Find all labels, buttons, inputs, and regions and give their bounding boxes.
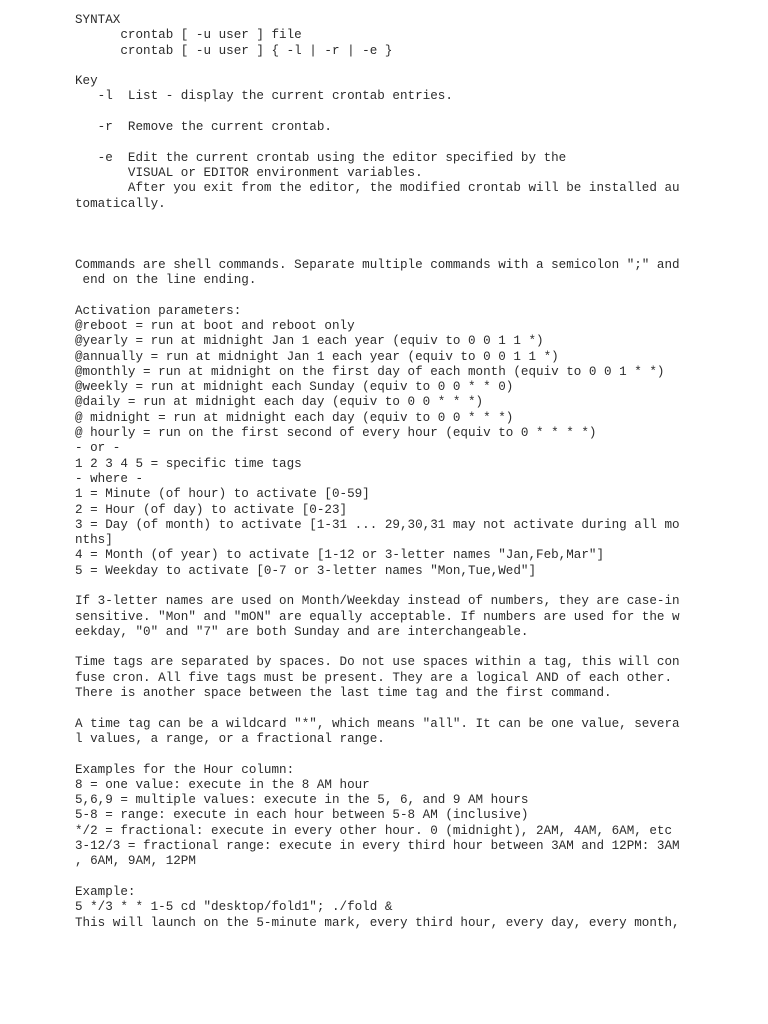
document-line: Activation parameters: bbox=[75, 303, 242, 318]
document-line bbox=[75, 288, 695, 303]
document-line: Key bbox=[75, 74, 98, 89]
document-line: Examples for the Hour column: bbox=[75, 762, 295, 777]
document-line: @ hourly = run on the first second of every hour (equiv to 0 * * * *) bbox=[75, 426, 597, 441]
document-line bbox=[75, 212, 695, 227]
document-body bbox=[75, 13, 695, 931]
document-line: -r Remove the current crontab. bbox=[75, 120, 332, 135]
document-line: Example: bbox=[75, 884, 136, 899]
document-line bbox=[75, 747, 695, 762]
document-line: 5-8 = range: execute in each hour between 5-8 AM (inclusive) bbox=[75, 808, 529, 823]
document-line: 1 2 3 4 5 = specific time tags bbox=[75, 456, 302, 471]
document-line: 4 = Month (of year) to activate [1-12 or 3-letter names "Jan,Feb,Mar"] bbox=[75, 548, 605, 563]
document-line: @ midnight = run at midnight each day (equiv to 0 0 * * *) bbox=[75, 410, 514, 425]
document-line: 3-12/3 = fractional range: execute in every third hour between 3AM and 12PM: 3AM bbox=[75, 839, 680, 854]
document-line: This will launch on the 5-minute mark, every third hour, every day, every month, bbox=[75, 915, 680, 930]
document-line: - where - bbox=[75, 471, 144, 486]
document-line bbox=[75, 105, 695, 120]
document-line: -l List - display the current crontab entries. bbox=[75, 89, 453, 104]
document-line: eekday, "0" and "7" are both Sunday and are interchangeable. bbox=[75, 624, 529, 639]
document-line bbox=[75, 227, 695, 242]
document-line: SYNTAX bbox=[75, 13, 121, 27]
document-line: There is another space between the last time tag and the first command. bbox=[75, 686, 612, 701]
document-line: , 6AM, 9AM, 12PM bbox=[75, 854, 196, 869]
document-line: -e Edit the current crontab using the editor specified by the bbox=[75, 150, 567, 165]
document-line: @yearly = run at midnight Jan 1 each year (equiv to 0 0 1 1 *) bbox=[75, 334, 544, 349]
document-line: 1 = Minute (of hour) to activate [0-59] bbox=[75, 487, 370, 502]
document-line bbox=[75, 640, 695, 655]
document-line bbox=[75, 870, 695, 885]
document-line bbox=[75, 579, 695, 594]
document-line: sensitive. "Mon" and "mON" are equally acceptable. If numbers are used for the w bbox=[75, 609, 680, 624]
document-line: */2 = fractional: execute in every other hour. 0 (midnight), 2AM, 4AM, 6AM, etc bbox=[75, 823, 673, 838]
document-line: 5 */3 * * 1-5 cd "desktop/fold1"; ./fold & bbox=[75, 900, 393, 915]
document-line: VISUAL or EDITOR environment variables. bbox=[75, 165, 423, 180]
document-line bbox=[75, 59, 695, 74]
document-line: nths] bbox=[75, 533, 113, 548]
document-line: fuse cron. All five tags must be present. They are a logical AND of each other. bbox=[75, 670, 673, 685]
document-line: @monthly = run at midnight on the first day of each month (equiv to 0 0 1 * *) bbox=[75, 364, 665, 379]
document-line: After you exit from the editor, the modified crontab will be installed au bbox=[75, 181, 680, 196]
document-line: If 3-letter names are used on Month/Weekday instead of numbers, they are case-in bbox=[75, 594, 680, 609]
document-line: @annually = run at midnight Jan 1 each year (equiv to 0 0 1 1 *) bbox=[75, 349, 559, 364]
document-line: Time tags are separated by spaces. Do not use spaces within a tag, this will con bbox=[75, 655, 680, 670]
document-line: crontab [ -u user ] file bbox=[75, 28, 302, 43]
document-line: tomatically. bbox=[75, 196, 166, 211]
document-line: 5 = Weekday to activate [0-7 or 3-letter names "Mon,Tue,Wed"] bbox=[75, 563, 537, 578]
document-line: @reboot = run at boot and reboot only bbox=[75, 318, 355, 333]
document-line: A time tag can be a wildcard "*", which means "all". It can be one value, severa bbox=[75, 716, 680, 731]
document-line: Commands are shell commands. Separate multiple commands with a semicolon ";" and bbox=[75, 257, 680, 272]
document-line: 5,6,9 = multiple values: execute in the 5, 6, and 9 AM hours bbox=[75, 793, 529, 808]
document-line bbox=[75, 701, 695, 716]
document-line bbox=[75, 242, 695, 257]
document-line: 2 = Hour (of day) to activate [0-23] bbox=[75, 502, 348, 517]
document-line: 3 = Day (of month) to activate [1-31 ... 29,30,31 may not activate during all mo bbox=[75, 517, 680, 532]
document-line: @daily = run at midnight each day (equiv to 0 0 * * *) bbox=[75, 395, 484, 410]
document-line: 8 = one value: execute in the 8 AM hour bbox=[75, 777, 370, 792]
document-line bbox=[75, 135, 695, 150]
document-line: end on the line ending. bbox=[75, 273, 257, 288]
document-line: @weekly = run at midnight each Sunday (equiv to 0 0 * * 0) bbox=[75, 380, 514, 395]
document-line: crontab [ -u user ] { -l | -r | -e } bbox=[75, 43, 393, 58]
document-line: l values, a range, or a fractional range. bbox=[75, 731, 385, 746]
document-line: - or - bbox=[75, 441, 121, 456]
